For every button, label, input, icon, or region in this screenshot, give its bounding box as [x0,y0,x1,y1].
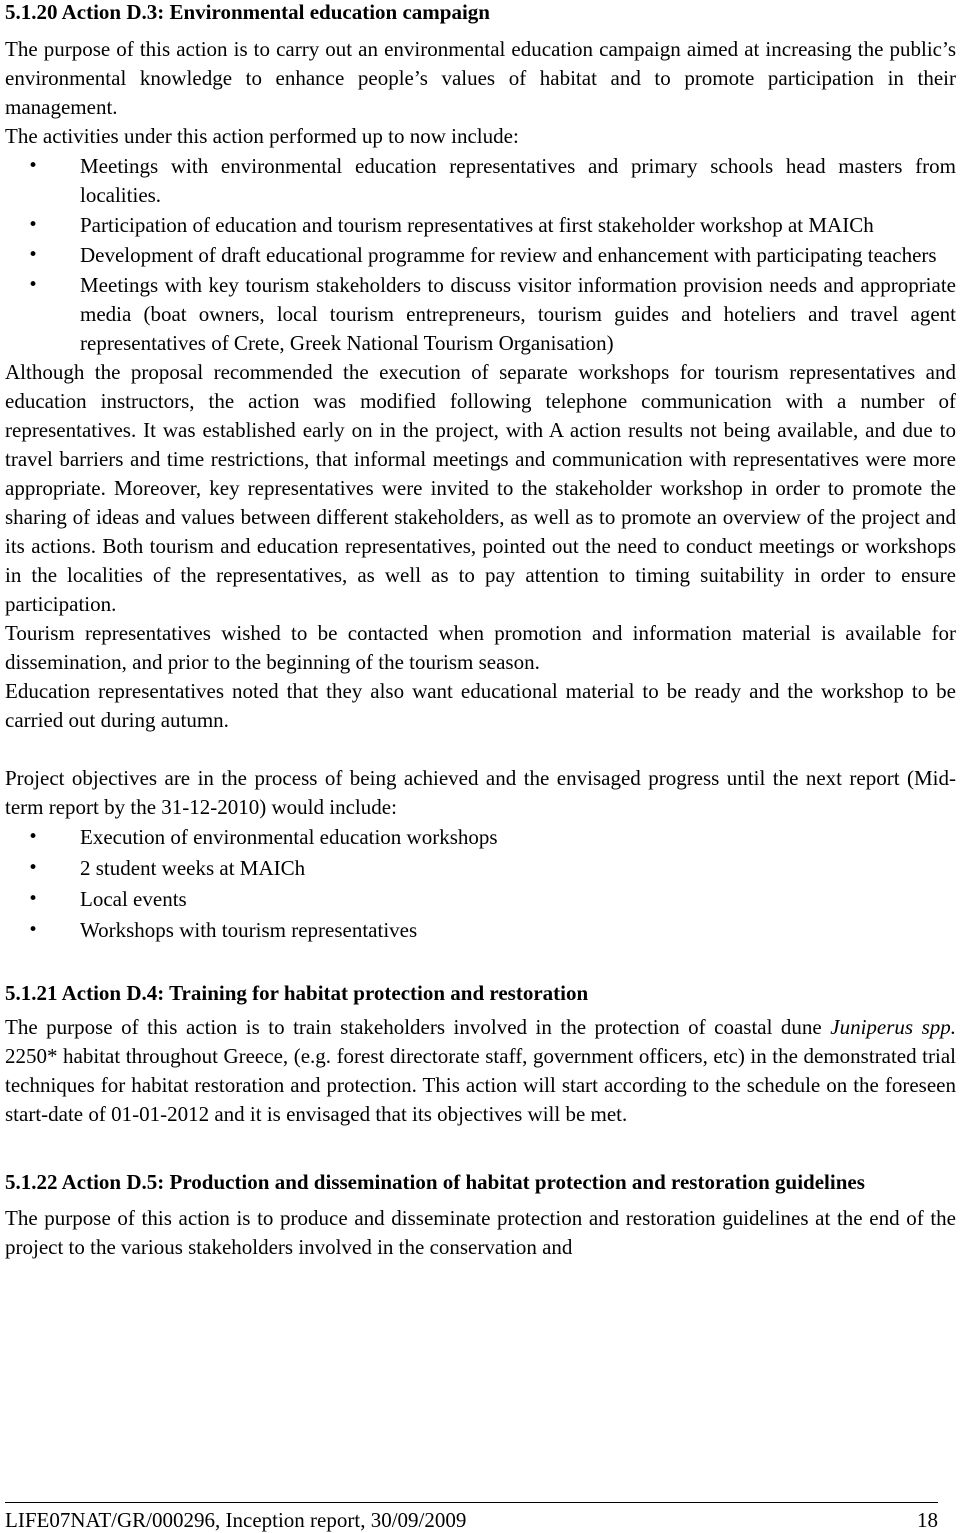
list-item: • Meetings with key tourism stakeholders to discuss visitor information provision needs and appropriate media (boat owners, local tourism entrepreneurs, tourism guides and hoteliers and travel agent representatives of Crete, Greek National Tourism Organisation) [80,271,956,358]
guidelines-paragraph: The purpose of this action is to produce and disseminate protection and restoration guidelines at the end of the project to the various stakeholders involved in the conservation and [5,1206,956,1259]
training-paragraph [5,1013,956,1129]
objectives-lead: Project objectives are in the process of being achieved and the envisaged progress until the next report (Mid-term report by the 31-12-2010) would include: [5,766,956,819]
section-heading-5-1-20: 5.1.20 Action D.3: Environmental education campaign [5,0,490,24]
list-item: • Meetings with environmental education representatives and primary schools head masters from localities. [80,152,956,210]
document-page [5,0,956,1262]
text-span: The purpose of this action is to train stakeholders involved in the protection of coastal dune [5,1015,831,1039]
intro-paragraph: The purpose of this action is to carry out an environmental education campaign aimed at increasing the public’s environmental knowledge to enhance people’s values of habitat and to promote participation in their management. [5,37,956,119]
page-number: 18 [917,1508,938,1532]
list-item: • Development of draft educational programme for review and enhancement with participating teachers [80,241,956,270]
objectives-list [5,822,956,946]
list-item: • Execution of environmental education workshops [80,822,956,853]
activities-list [5,152,956,358]
footer-report-id: LIFE07NAT/GR/000296, Inception report, 30/09/2009 [5,1508,467,1532]
spacer [5,735,956,764]
list-item: • Participation of education and tourism representatives at first stakeholder workshop at MAICh [80,211,956,240]
page-footer [5,1502,938,1533]
section-heading-5-1-22: 5.1.22 Action D.5: Production and dissemination of habitat protection and restoration guidelines [5,1170,865,1194]
list-item: • Workshops with tourism representatives [80,915,956,946]
tourism-paragraph: Tourism representatives wished to be contacted when promotion and information material is available for dissemination, and prior to the beginning of the tourism season. [5,621,956,674]
species-name: Juniperus spp. [830,1015,956,1039]
activities-lead: The activities under this action performed up to now include: [5,124,519,148]
section-heading-5-1-21: 5.1.21 Action D.4: Training for habitat protection and restoration [5,981,589,1005]
list-item: • 2 student weeks at MAICh [80,853,956,884]
text-span: 2250* habitat throughout Greece, (e.g. forest directorate staff, government officers, etc) in the demonstrated trial techniques for habitat restoration and protection. This action will start according to the schedule on the foreseen start-date of 01-01-2012 and it is envisaged that its objectives will be met. [5,1044,956,1126]
education-paragraph: Education representatives noted that they also want educational material to be ready and the workshop to be carried out during autumn. [5,679,956,732]
although-paragraph: Although the proposal recommended the execution of separate workshops for tourism representatives and education instructors, the action was modified following telephone communication with a number of representatives. It was established early on in the project, with A action results not being available, and due to travel barriers and time restrictions, that informal meetings and communication with representatives were more appropriate. Moreover, key representatives were invited to the stakeholder workshop in order to promote the sharing of ideas and values between different stakeholders, as well as to promote an overview of the project and its actions. Both tourism and education representatives, pointed out the need to conduct meetings or workshops in the localities of the representatives, as well as to pay attention to timing suitability in order to ensure participation. [5,360,956,616]
list-item: • Local events [80,884,956,915]
